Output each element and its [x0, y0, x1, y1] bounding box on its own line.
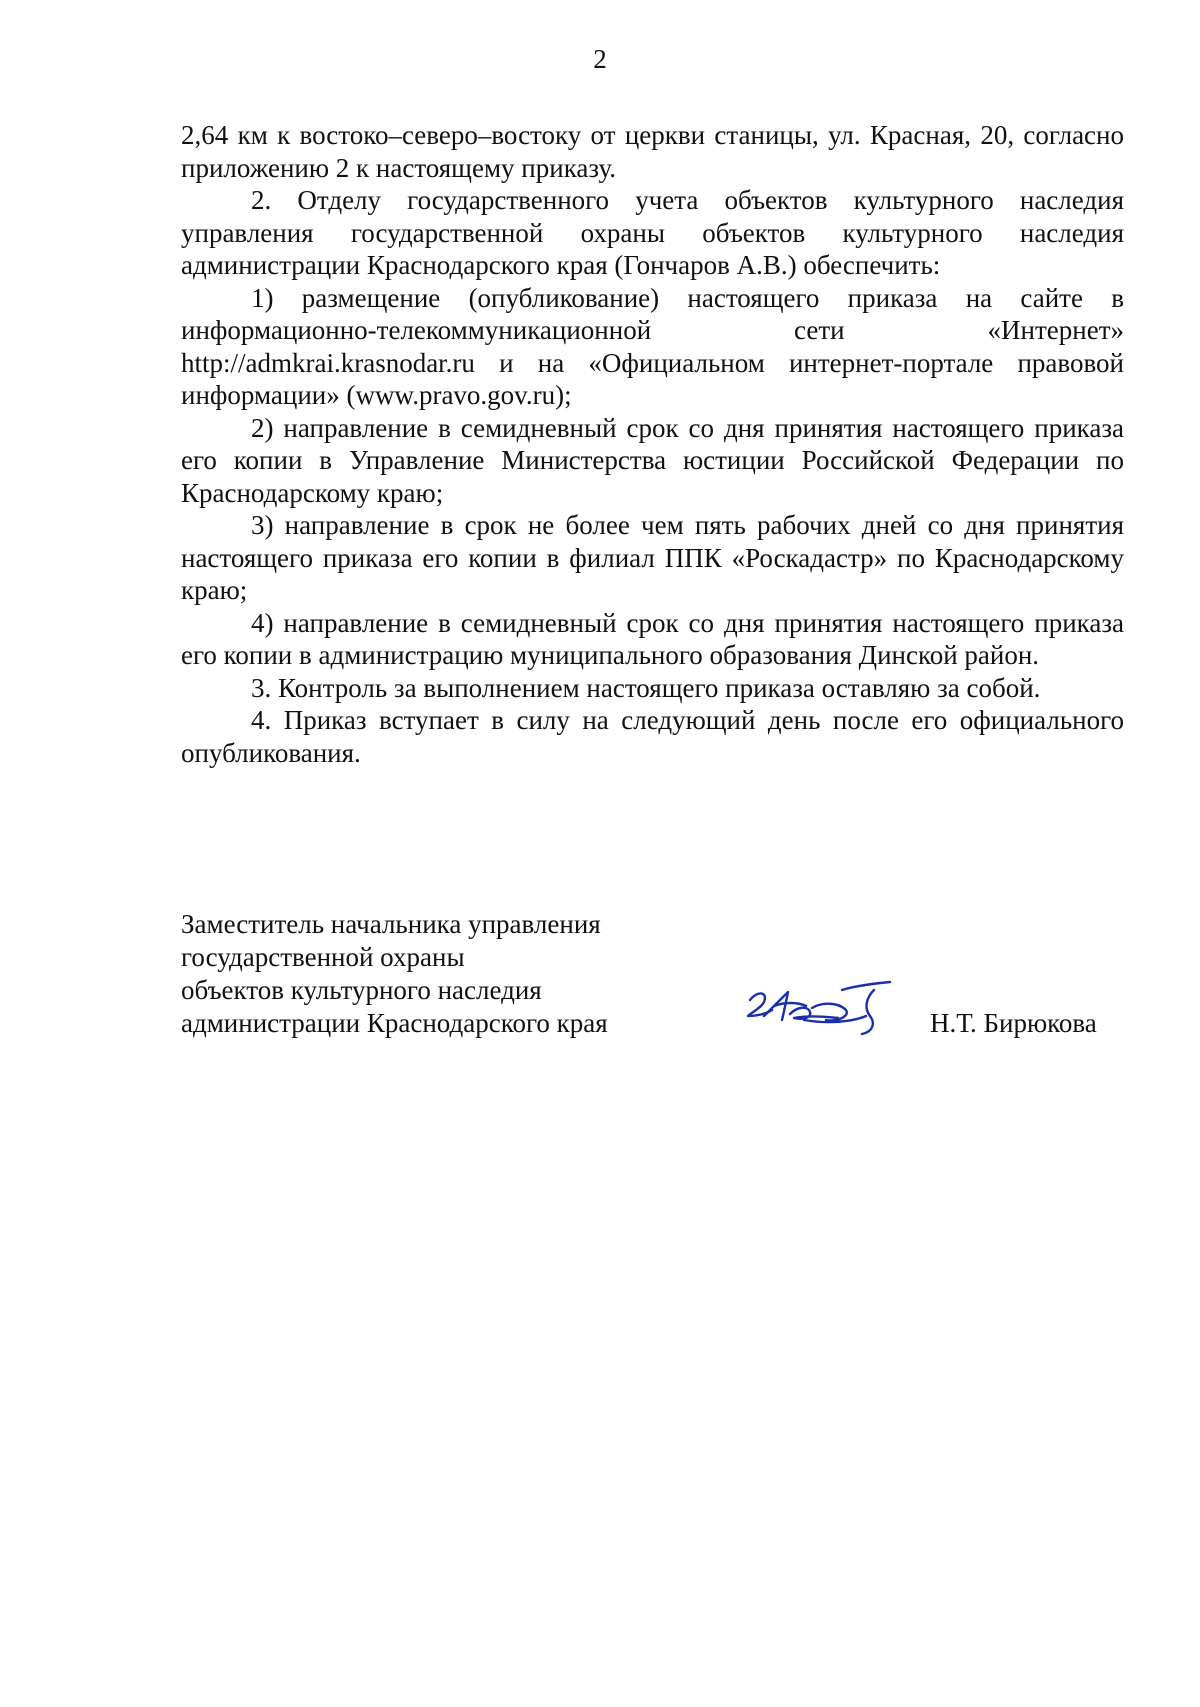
signer-title	[181, 908, 741, 1040]
paragraph-item-3: 3. Контроль за выполнением настоящего приказа оставляю за собой.	[251, 672, 1041, 703]
handwritten-signature	[742, 972, 912, 1042]
paragraph-subitem-3: 3) направление в срок не более чем пять рабочих дней со дня принятия настоящего приказа его копии в филиал ППК «Роскадастр» по Краснодарскому краю;	[181, 510, 1124, 605]
paragraph-continuation: 2,64 км к востоко–северо–востоку от церкви станицы, ул. Красная, 20, согласно приложению 2 к настоящему приказу.	[181, 120, 1124, 183]
signer-title-line: объектов культурного наследия	[181, 975, 542, 1005]
paragraph-subitem-4: 4) направление в семидневный срок со дня принятия настоящего приказа его копии в администрацию муниципального образования Динской район.	[181, 607, 1124, 670]
page-number: 2	[593, 44, 607, 74]
paragraph-subitem-2: 2) направление в семидневный срок со дня принятия настоящего приказа его копии в Управление Министерства юстиции Российской Федерации по Краснодарскому краю;	[181, 412, 1124, 508]
paragraph-item-4: 4. Приказ вступает в силу на следующий день после его официального опубликования.	[181, 705, 1124, 768]
paragraph-item-2: 2. Отделу государственного учета объектов культурного наследия управления государственной охраны объектов культурного наследия администрации Краснодарского края (Гончаров А.В.) обеспечить:	[181, 185, 1124, 280]
signer-title-line: Заместитель начальника управления	[181, 909, 601, 939]
document-body	[181, 119, 1124, 769]
signer-title-line: администрации Краснодарского края	[181, 1008, 608, 1038]
paragraph-subitem-1: 1) размещение (опубликование) настоящего приказа на сайте в информационно-телекоммуникационной сети «Интернет» http://admkrai.krasnodar.ru и на «Официальном интернет-портале правовой информации» (www.pravo.gov.ru);	[181, 282, 1124, 410]
signer-title-line: государственной охраны	[181, 942, 465, 972]
signer-name: Н.Т. Бирюкова	[930, 1008, 1097, 1038]
